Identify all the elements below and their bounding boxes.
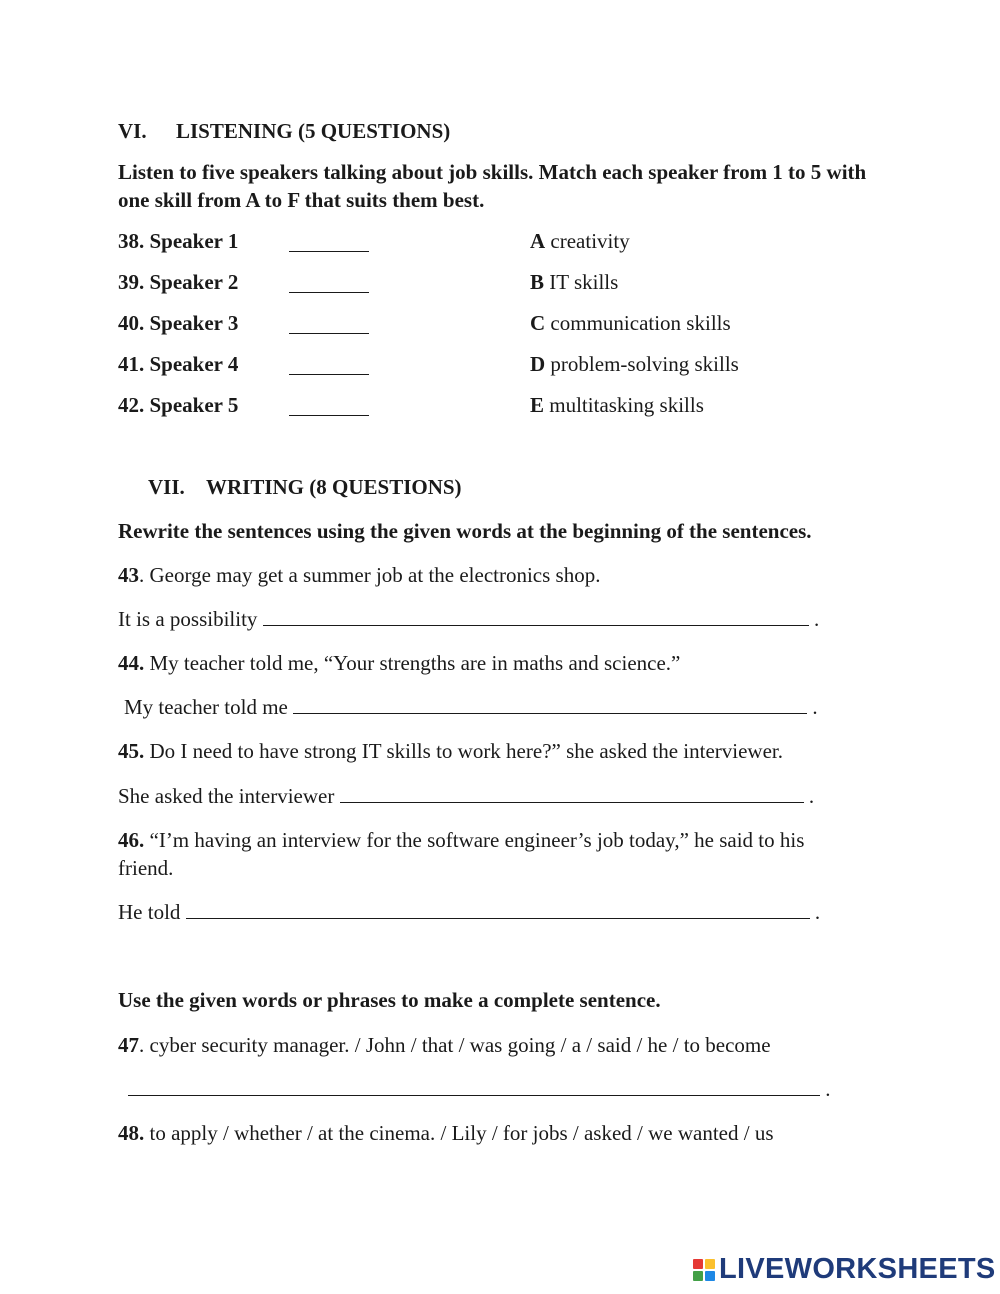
answer-line-46: [118, 900, 820, 925]
listening-instruction: Listen to five speakers talking about job skills. Match each speaker from 1 to 5 with one skill from A to F that suits them best.: [118, 160, 867, 212]
logo-square: [693, 1259, 703, 1269]
skill-option: [530, 393, 704, 418]
answer-blank[interactable]: [289, 315, 369, 334]
question-number: 44.: [118, 651, 145, 675]
question-text: . George may get a summer job at the electronics shop.: [139, 563, 601, 587]
option-text: IT skills: [549, 270, 619, 294]
option-text: problem-solving skills: [550, 352, 739, 376]
period: .: [814, 900, 821, 924]
question-number: 48.: [118, 1121, 145, 1145]
skill-option: [530, 352, 739, 377]
question-44: [118, 651, 680, 676]
answer-blank[interactable]: [293, 695, 807, 714]
answer-prompt: She asked the interviewer: [118, 784, 335, 808]
logo-text: LIVEWORKSHEETS: [719, 1253, 996, 1285]
writing-instruction: Rewrite the sentences using the given words at the beginning of the sentences.: [118, 519, 812, 543]
option-letter: E: [530, 393, 545, 417]
section-title: LISTENING (5 QUESTIONS): [176, 119, 451, 143]
answer-blank[interactable]: [186, 900, 810, 919]
option-text: communication skills: [550, 311, 731, 335]
period: .: [812, 695, 818, 719]
question-46-continued: friend.: [118, 856, 174, 880]
speaker-label: 38. Speaker 1: [118, 229, 239, 253]
answer-blank[interactable]: [289, 233, 369, 252]
answer-line-44: [124, 695, 818, 720]
logo-icon: [693, 1259, 715, 1281]
question-text: “I’m having an interview for the software engineer’s job today,” he said to his: [144, 828, 805, 852]
option-letter: D: [530, 352, 546, 376]
question-number: 43: [118, 563, 139, 587]
question-43: [118, 563, 600, 588]
skill-option: [530, 311, 731, 336]
period: .: [808, 784, 815, 808]
question-text: Do I need to have strong IT skills to work here?” she asked the interviewer.: [144, 739, 784, 763]
question-46: [118, 828, 804, 853]
answer-blank[interactable]: [340, 784, 804, 803]
speaker-label: 39. Speaker 2: [118, 270, 239, 294]
answer-prompt: He told: [118, 900, 181, 924]
speaker-label: 41. Speaker 4: [118, 352, 239, 376]
skill-option: [530, 229, 630, 254]
skill-option: [530, 270, 618, 295]
question-number: 47: [118, 1033, 139, 1057]
question-47: [118, 1033, 771, 1058]
speaker-label: 42. Speaker 5: [118, 393, 239, 417]
answer-blank[interactable]: [128, 1077, 820, 1096]
question-text: . cyber security manager. / John / that / was going / a / said / he / to become: [139, 1033, 771, 1057]
question-48: [118, 1121, 774, 1146]
option-letter: A: [530, 229, 546, 253]
option-letter: B: [530, 270, 545, 294]
answer-blank[interactable]: [289, 397, 369, 416]
question-45: [118, 739, 783, 764]
speaker-label: 40. Speaker 3: [118, 311, 239, 335]
answer-blank[interactable]: [289, 356, 369, 375]
logo-square: [705, 1271, 715, 1281]
logo-square: [693, 1271, 703, 1281]
period: .: [813, 607, 820, 631]
section-number: VI.: [118, 119, 147, 143]
question-text: My teacher told me, “Your strengths are in maths and science.”: [144, 651, 681, 675]
liveworksheets-logo: [693, 1253, 996, 1286]
section-title: WRITING (8 QUESTIONS): [206, 475, 462, 499]
answer-line-47: [128, 1077, 831, 1102]
answer-line-43: [118, 607, 819, 632]
answer-prompt: It is a possibility: [118, 607, 258, 631]
option-text: creativity: [550, 229, 630, 253]
writing-instruction-2: Use the given words or phrases to make a complete sentence.: [118, 988, 661, 1012]
answer-line-45: [118, 784, 814, 809]
logo-square: [705, 1259, 715, 1269]
answer-blank[interactable]: [289, 274, 369, 293]
writing-heading: [148, 475, 462, 500]
answer-blank[interactable]: [263, 607, 809, 626]
question-number: 45.: [118, 739, 145, 763]
option-letter: C: [530, 311, 546, 335]
question-text: to apply / whether / at the cinema. / Lily / for jobs / asked / we wanted / us: [144, 1121, 774, 1145]
period: .: [825, 1077, 831, 1101]
question-number: 46.: [118, 828, 145, 852]
section-number: VII.: [148, 475, 185, 499]
option-text: multitasking skills: [549, 393, 704, 417]
answer-prompt: My teacher told me: [124, 695, 288, 719]
listening-heading: [118, 119, 450, 144]
